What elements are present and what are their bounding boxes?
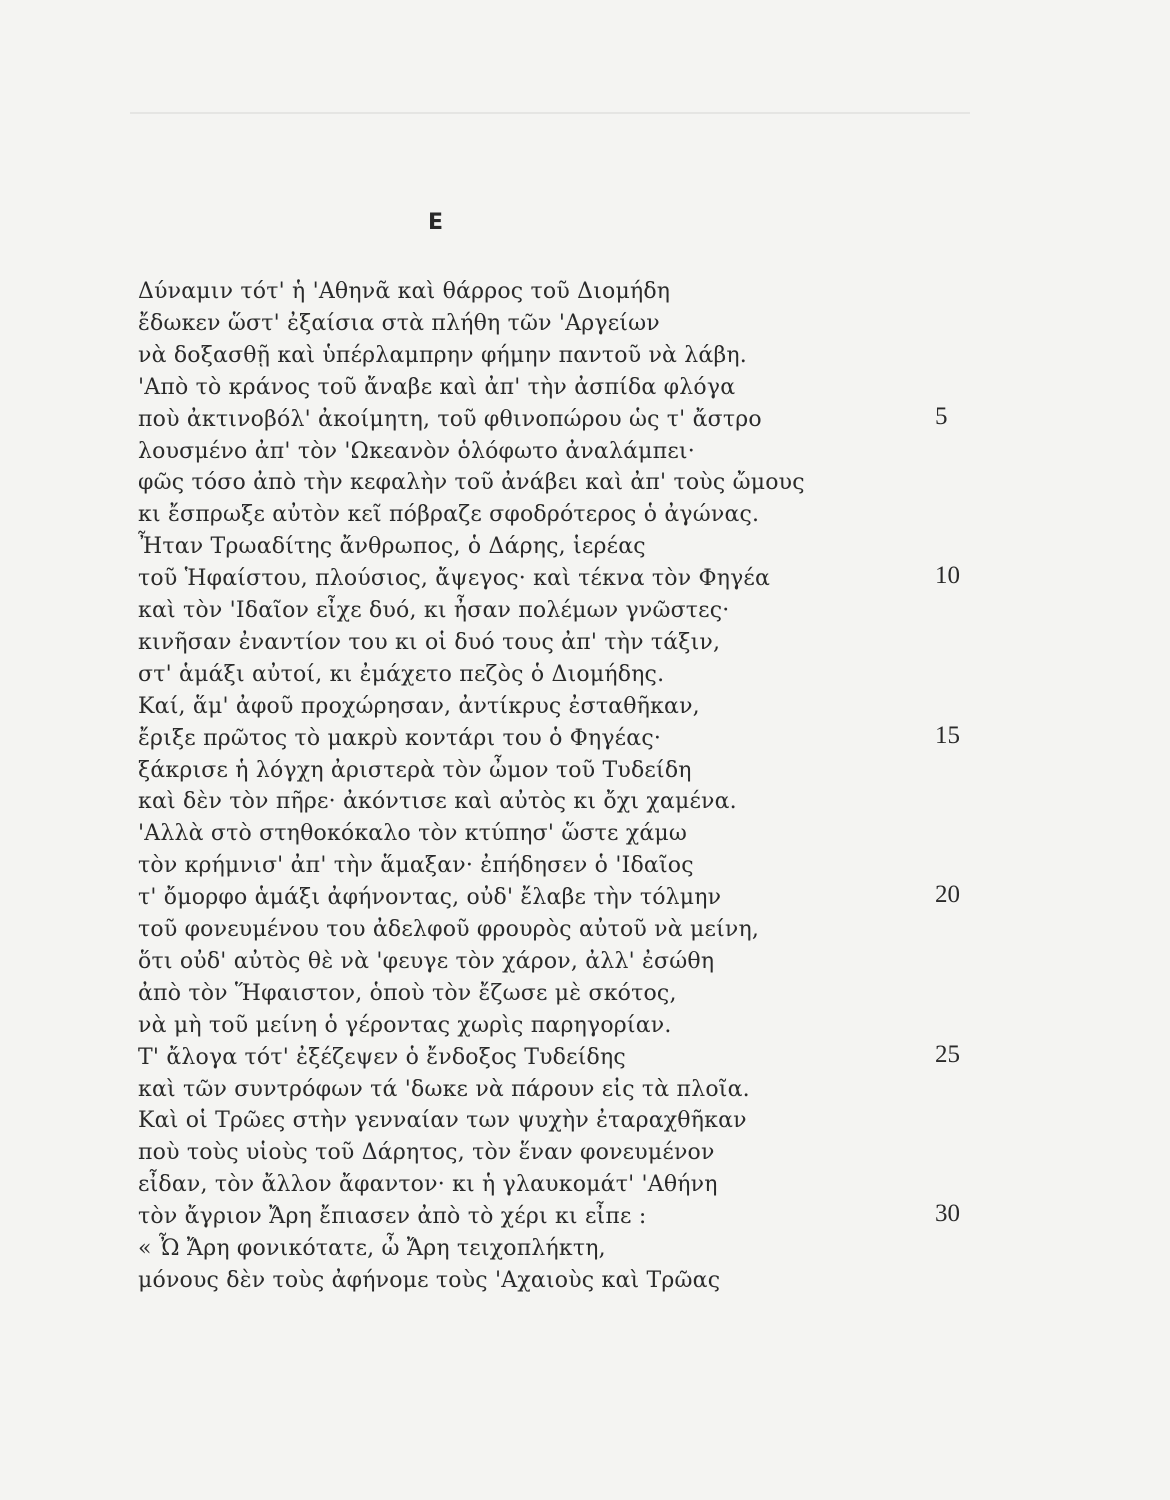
poem-line-text: τὸν ἄγριον Ἄρη ἔπιασεν ἀπὸ τὸ χέρι κι εἶπε : xyxy=(138,1204,647,1230)
line-number: 15 xyxy=(935,721,960,749)
poem-line-text: νὰ μὴ τοῦ μείνη ὁ γέροντας χωρὶς παρηγορίαν. xyxy=(138,1012,672,1038)
poem-line xyxy=(138,1013,672,1045)
poem-line xyxy=(138,1040,960,1077)
line-number: 30 xyxy=(935,1200,960,1228)
poem-line xyxy=(138,630,720,662)
poem-line xyxy=(138,375,735,407)
poem-line-text: καὶ δὲν τὸν πῆρε· ἀκόντισε καὶ αὐτὸς κι ὄχι χαμένα. xyxy=(138,789,737,815)
poem-line-text: ἔριξε πρῶτος τὸ μακρὺ κοντάρι του ὁ Φηγέας· xyxy=(138,725,662,751)
poem-line-text: 'Αλλὰ στὸ στηθοκόκαλο τὸν κτύπησ' ὥστε χάμω xyxy=(138,821,688,847)
poem-line-text: « Ὦ Ἄρη φονικότατε, ὦ Ἄρη τειχοπλήκτη, xyxy=(138,1236,606,1261)
poem-line-text: Ἦταν Τρωαδίτης ἄνθρωπος, ὁ Δάρης, ἱερέας xyxy=(138,534,646,560)
poem-line-text: ὅτι οὐδ' αὐτὸς θὲ νὰ 'φευγε τὸν χάρον, ἀλλ' ἐσώθη xyxy=(138,948,715,974)
poem-line-text: Τ' ἄλογα τότ' ἐξέζεψεν ὁ ἔνδοξος Τυδείδης xyxy=(138,1044,626,1070)
poem-line xyxy=(138,562,960,598)
poem-line xyxy=(138,789,737,821)
poem-line xyxy=(138,279,670,311)
poem-line xyxy=(138,470,805,502)
poem-line-text: κι ἔσπρωξε αὐτὸν κεῖ πόβραζε σφοδρότερος ὁ ἀγώνας. xyxy=(138,502,760,528)
show-through-header xyxy=(130,72,970,114)
poem-line-text: στ' ἁμάξι αὐτοί, κι ἐμάχετο πεζὸς ὁ Διομήδης. xyxy=(138,661,665,687)
book-letter-heading: E xyxy=(428,210,444,235)
poem-line xyxy=(138,694,700,726)
poem-line-text: ἀπὸ τὸν Ἥφαιστον, ὁποὺ τὸν ἔζωσε μὲ σκότος, xyxy=(138,980,677,1006)
poem-line xyxy=(138,1200,960,1236)
poem-line-text: ἔδωκεν ὥστ' ἐξαίσια στὰ πλήθη τῶν 'Αργείων xyxy=(138,310,660,336)
poem-line xyxy=(138,598,730,630)
poem-line xyxy=(138,1236,606,1268)
poem-line xyxy=(138,1268,720,1300)
poem-line xyxy=(138,1140,715,1172)
poem-line xyxy=(138,721,960,758)
poem-line-text: Καὶ οἱ Τρῶες στὴν γενναίαν των ψυχὴν ἐταραχθῆκαν xyxy=(138,1108,747,1134)
poem-line-text: μόνους δὲν τοὺς ἀφήνομε τοὺς 'Αχαιοὺς καὶ Τρῶας xyxy=(138,1267,721,1293)
poem-line xyxy=(138,821,687,853)
poem-line-text: καὶ τῶν συντρόφων τά 'δωκε νὰ πάρουν εἰς τὰ πλοῖα. xyxy=(138,1076,750,1102)
poem-line xyxy=(138,853,694,885)
poem-line xyxy=(138,534,646,566)
line-number: 25 xyxy=(935,1040,960,1068)
poem-line-text: τοῦ φονευμένου του ἀδελφοῦ φρουρὸς αὐτοῦ νὰ μείνη, xyxy=(138,917,760,942)
poem-line xyxy=(138,402,948,439)
poem-line xyxy=(138,502,759,534)
poem-line-text: τὸν κρήμνισ' ἀπ' τὴν ἅμαξαν· ἐπήδησεν ὁ 'Ιδαῖος xyxy=(138,853,694,879)
poem-line-text: Καί, ἅμ' ἀφοῦ προχώρησαν, ἀντίκρυς ἐσταθῆκαν, xyxy=(138,693,700,719)
poem-line xyxy=(138,981,677,1013)
poem-line-text: κινῆσαν ἐναντίον του κι οἱ δυό τους ἀπ' τὴν τάξιν, xyxy=(138,629,721,655)
poem-line-text: νὰ δοξασθῇ καὶ ὑπέρλαμπρην φήμην παντοῦ νὰ λάβη. xyxy=(138,342,747,368)
poem-line xyxy=(138,1108,747,1140)
poem-line-text: Δύναμιν τότ' ἡ 'Αθηνᾶ καὶ θάρρος τοῦ Διομήδη xyxy=(138,279,671,304)
poem-line-text: ξάκρισε ἡ λόγχη ἀριστερὰ τὸν ὦμον τοῦ Τυδείδη xyxy=(138,757,692,783)
poem-line-text: 'Απὸ τὸ κράνος τοῦ ἄναβε καὶ ἀπ' τὴν ἀσπίδα φλόγα xyxy=(138,374,736,400)
line-number: 5 xyxy=(935,402,948,430)
poem-line-text: καὶ τὸν 'Ιδαῖον εἶχε δυό, κι ἦσαν πολέμων γνῶστες· xyxy=(138,598,730,623)
poem-line xyxy=(138,311,660,343)
poem-line-text: λουσμένο ἀπ' τὸν 'Ωκεανὸν ὁλόφωτο ἀναλάμπει· xyxy=(138,438,695,464)
poem-line xyxy=(138,662,664,694)
poem-line xyxy=(138,1172,718,1204)
line-number: 10 xyxy=(935,562,960,590)
poem-line xyxy=(138,881,960,917)
line-number: 20 xyxy=(935,881,960,909)
poem-line-text: τ' ὄμορφο ἁμάξι ἀφήνοντας, οὐδ' ἔλαβε τὴν τόλμην xyxy=(138,885,722,911)
poem-line-text: ποὺ τοὺς υἱοὺς τοῦ Δάρητος, τὸν ἕναν φονευμένον xyxy=(138,1140,715,1166)
poem-line xyxy=(138,343,747,375)
poem-line xyxy=(138,949,714,981)
poem-line-text: φῶς τόσο ἀπὸ τὴν κεφαλὴν τοῦ ἀνάβει καὶ ἀπ' τοὺς ὤμους xyxy=(138,470,805,496)
poem-line xyxy=(138,758,692,790)
poem-line-text: εἶδαν, τὸν ἄλλον ἄφαντον· κι ἡ γλαυκομάτ' 'Αθήνη xyxy=(138,1172,718,1198)
poem-line-text: ποὺ ἀκτινοβόλ' ἀκοίμητη, τοῦ φθινοπώρου ὡς τ' ἄστρο xyxy=(138,406,762,432)
poem-line xyxy=(138,917,759,949)
poem-line xyxy=(138,439,695,471)
poem-line xyxy=(138,1077,750,1109)
poem-line-text: τοῦ Ἡφαίστου, πλούσιος, ἄψεγος· καὶ τέκνα τὸν Φηγέα xyxy=(138,566,771,592)
